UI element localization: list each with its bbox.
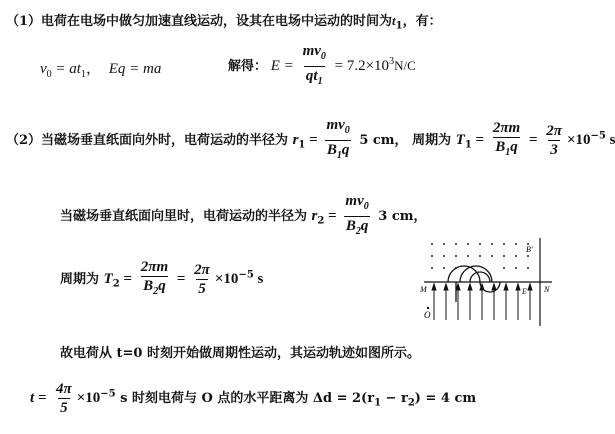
r2-den-sub: 2	[355, 226, 361, 237]
label-o: O	[424, 310, 431, 320]
label-b: B'	[526, 245, 533, 254]
part2-line2: 当磁场垂直纸面向里时，电荷运动的半径为 $r_2$ = $\frac{mv_0}{B_2q}$ 3 cm，	[60, 192, 427, 241]
r2-var: r	[311, 208, 318, 224]
eq1-mid: = at	[51, 61, 81, 77]
final-end: ) = 4 cm	[414, 391, 477, 406]
T2-tail-sup: −5	[238, 269, 254, 281]
part1-intro-sub: 1	[395, 20, 403, 32]
part2-periodic	[60, 342, 420, 361]
T2-fraction	[139, 258, 170, 301]
final-t: t =	[30, 390, 47, 406]
r1-numerator	[324, 116, 351, 140]
final-r1-sub: 1	[374, 397, 382, 409]
eq1-left-sub: 0	[46, 69, 52, 80]
r1-den-text: B	[326, 142, 337, 158]
periodic-text: 故电荷从 t=0 时刻开始做周期性运动，其运动轨迹如图所示。	[60, 346, 420, 361]
r1-den-tail: q	[341, 142, 350, 158]
motion-trajectory-diagram	[420, 238, 560, 328]
r2-sub: 2	[317, 215, 325, 227]
T2-unit: s	[253, 271, 264, 287]
part1-intro-end: ，有：	[402, 14, 442, 29]
T1-denominator	[493, 137, 520, 162]
r1-fraction	[324, 116, 351, 165]
r2-denominator	[344, 216, 371, 241]
T1-numerator2: 2π	[546, 123, 562, 139]
part2-final	[30, 380, 476, 417]
T1-tail-sup: −5	[590, 130, 606, 142]
part2-intro2: 当磁场垂直纸面向里时，电荷运动的半径为	[60, 209, 308, 224]
final-text: s 时刻电荷与 O 点的水平距离为 Δd = 2(r	[115, 391, 375, 406]
final-tail: ×10	[76, 390, 101, 406]
T1-var: T	[455, 132, 465, 148]
T2-den-text: B	[143, 278, 154, 294]
E-fraction	[301, 42, 328, 91]
field-arrows	[432, 284, 532, 320]
r1-den-sub: 1	[336, 150, 342, 161]
T2-numerator2: 2π	[194, 262, 210, 278]
T2-den-tail: q	[158, 278, 166, 294]
final-fraction	[54, 380, 74, 417]
T1-label: 周期为	[412, 133, 452, 148]
T1-den-tail: q	[510, 139, 518, 155]
label-m: M	[420, 285, 427, 294]
r2-num-text: mv	[345, 193, 364, 209]
trajectory-arcs	[448, 266, 500, 302]
part1-solution	[228, 42, 416, 91]
part2-line3: 周期为 $T_2$ = $\frac{2\pi m}{B_2q}$ = $\frac{2\pi}{5}$ $\times 10^{-5}$ s	[60, 258, 263, 301]
final-r2-sub: 2	[407, 397, 415, 409]
T2-var: T	[103, 271, 113, 287]
r2-value: 3 cm，	[378, 209, 427, 224]
r1-num-sub: 0	[344, 125, 350, 136]
label-n: N	[544, 285, 550, 294]
r2-num-sub: 0	[363, 201, 369, 212]
T2-numerator: 2πm	[140, 259, 169, 275]
part1-equations	[40, 57, 161, 80]
T1-denominator2: 3	[550, 142, 558, 158]
T2-den-sub: 2	[153, 286, 159, 297]
T1-sub: 1	[464, 139, 472, 151]
E-den-text: qt	[305, 68, 318, 84]
part1-intro-text: （1）电荷在电场中做匀加速直线运动，设其在电场中运动的时间为	[6, 14, 393, 29]
T2-denominator	[141, 276, 168, 301]
eq1-mid-sub: 1	[80, 69, 86, 80]
r1-sub: 1	[298, 139, 306, 151]
T2-label: 周期为	[60, 272, 100, 287]
r1-denominator	[325, 140, 352, 165]
T1-fraction	[491, 119, 522, 162]
E-result: = 7.2×10	[334, 57, 390, 74]
field-dots	[431, 243, 529, 269]
r2-den-tail: q	[360, 218, 369, 234]
T1-numerator: 2πm	[492, 120, 521, 136]
T1-den-text: B	[495, 139, 506, 155]
solve-label: 解得：	[228, 58, 268, 74]
r2-numerator	[343, 192, 370, 216]
final-numerator: 4π	[56, 381, 72, 397]
E-num-sub: 0	[320, 51, 326, 62]
origin-dot	[427, 307, 429, 309]
final-tail-sup: −5	[100, 388, 116, 400]
eq1-sep: ，	[85, 61, 101, 77]
part1-intro-var: t	[392, 13, 396, 28]
E-denominator	[304, 66, 325, 91]
T1-unit: s	[605, 132, 615, 148]
r1-var: r	[292, 132, 299, 148]
T2-denominator2: 5	[198, 281, 206, 297]
T2-sub: 2	[112, 278, 120, 290]
E-result-sup: 3	[389, 55, 395, 67]
eq2: Eq = ma	[108, 61, 162, 77]
E-unit: N/C	[394, 57, 416, 73]
eq1-left: v	[40, 61, 47, 77]
E-numerator	[301, 42, 328, 66]
part2-line1: （2）当磁场垂直纸面向外时，电荷运动的半径为 $r_1$ = $\frac{mv_0}{B_1q}$ 5 cm， 周期为 $T_1$ = $\frac{2\pi m}{B_1q}$ = $\frac{2\pi}{3}$ $\times 10^{-5}$ s	[6, 116, 615, 165]
T2-fraction2	[192, 261, 212, 298]
T1-tail: ×10	[566, 132, 591, 148]
final-denominator: 5	[60, 400, 68, 416]
E-num-text: mv	[302, 43, 321, 59]
E-lhs: E =	[270, 57, 294, 74]
r2-fraction	[343, 192, 370, 241]
final-minus: − r	[381, 391, 408, 406]
r1-value: 5 cm，	[359, 133, 408, 148]
r2-den-text: B	[345, 218, 356, 234]
part2-intro1: （2）当磁场垂直纸面向外时，电荷运动的半径为	[6, 133, 289, 148]
T1-den-sub: 1	[505, 147, 511, 158]
part1-intro	[6, 10, 442, 32]
T2-tail: ×10	[214, 271, 239, 287]
label-e: E	[522, 287, 527, 296]
r1-num-text: mv	[326, 117, 345, 133]
E-den-sub: 1	[317, 76, 323, 87]
T1-fraction2	[544, 122, 564, 159]
